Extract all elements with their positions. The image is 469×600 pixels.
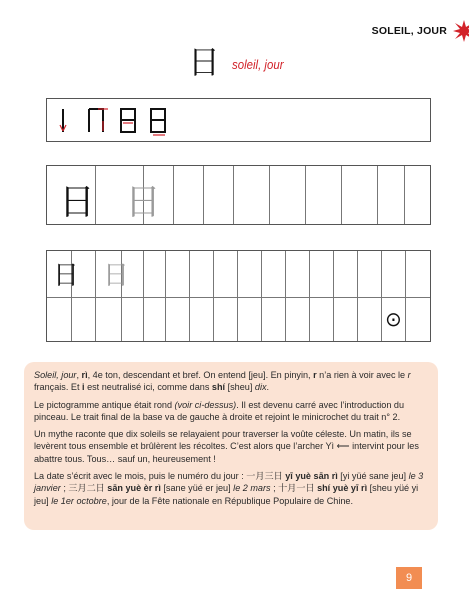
- paragraph-3: [34, 428, 428, 465]
- model-char-black: 日: [59, 182, 96, 223]
- text-run: ,: [76, 370, 82, 380]
- paragraph-1: [34, 369, 428, 394]
- text-run: le 3 janvier: [34, 471, 424, 494]
- text-run: yī yuè sān rì: [285, 471, 338, 482]
- header-tab: [359, 18, 469, 44]
- text-run: Soleil, jour: [34, 370, 77, 380]
- text-run: [yi yüé sane jeu]: [337, 471, 409, 482]
- stroke-order-diagram: [53, 99, 193, 143]
- text-run: , jour de la Fête nationale en République Populaire de Chine.: [106, 495, 354, 506]
- starburst-icon: [453, 20, 469, 42]
- page-number: 9: [396, 567, 422, 589]
- title-row: [188, 44, 291, 80]
- text-run: ; 十月一日: [270, 483, 318, 494]
- stroke-order-box: [46, 98, 431, 142]
- practice-grid-small: [46, 250, 431, 342]
- model-char-grey: 日: [125, 182, 162, 223]
- text-run: français. Et: [34, 382, 83, 393]
- text-run: shí yuè yī rì: [317, 483, 368, 494]
- text-run: rì: [81, 370, 88, 380]
- text-run: .: [266, 382, 270, 393]
- text-run: n’a rien à voir avec le: [316, 370, 408, 380]
- text-run: le 1er octobre: [51, 495, 107, 506]
- paragraph-4: [34, 470, 428, 507]
- header-label: SOLEIL, JOUR: [371, 25, 447, 37]
- small-model-char-black: 日: [53, 261, 80, 291]
- text-run: dix: [254, 382, 267, 393]
- text-run: [sheu yüé yi jeu]: [34, 483, 419, 506]
- title-character: 日: [188, 43, 221, 81]
- text-run: Un mythe raconte que dix soleils se relayaient pour traverser la voûte céleste. Un matin, ils se levèrent tous ensemble et brûlèrent les récoltes. C’est alors que l’archer Yì ⟵ intervint pour les abattre tous. Tous… sauf un, heureusement !: [34, 429, 419, 464]
- text-run: . Il est devenu carré avec l’introduction du pinceau. Le trait final de la base va de gauche à droite et rejoint le minicrochet du trait n° 2.: [34, 399, 405, 422]
- text-run: [sane yüé er jeu]: [160, 483, 234, 494]
- sun-symbol: ⊙: [385, 307, 402, 331]
- text-run: le 2 mars: [233, 483, 271, 494]
- explanation-box: [24, 362, 438, 530]
- text-run: r: [313, 370, 317, 380]
- text-run: La date s’écrit avec le mois, puis le numéro du jour : 一月三日: [34, 471, 286, 482]
- text-run: (voir ci-dessus): [174, 399, 237, 410]
- small-model-char-grey: 日: [103, 261, 130, 291]
- text-run: est neutralisé ici, comme dans: [84, 382, 212, 393]
- text-run: [sheu]: [225, 382, 255, 393]
- text-run: , 4e ton, descendant et bref. On entend [jeu]. En pinyin,: [87, 370, 314, 380]
- text-run: shí: [211, 382, 226, 393]
- text-run: r: [407, 370, 411, 380]
- practice-grid-large: [46, 165, 431, 225]
- text-run: i: [82, 382, 85, 393]
- text-run: Le pictogramme antique était rond: [34, 399, 175, 410]
- text-run: sān yuè èr rì: [107, 483, 161, 494]
- paragraph-2: [34, 399, 428, 424]
- title-meaning: soleil, jour: [232, 57, 284, 72]
- text-run: ; 三月二日: [60, 483, 108, 494]
